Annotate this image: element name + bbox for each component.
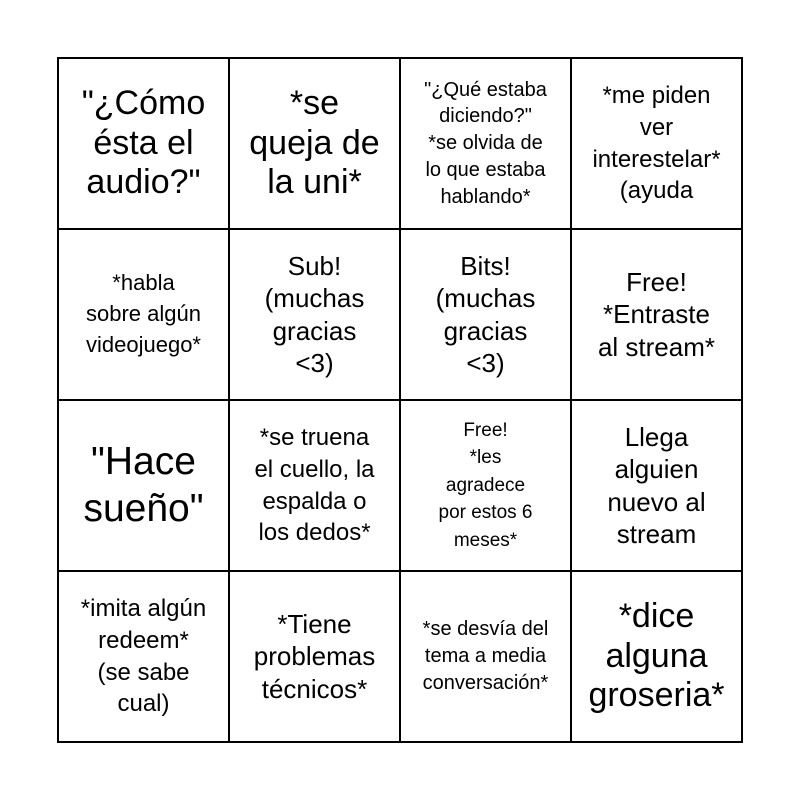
bingo-cell-1[interactable] (58, 58, 229, 229)
bingo-cell-5-text: *habla sobre algún videojuego* (86, 270, 201, 357)
bingo-cell-2[interactable] (229, 58, 400, 229)
bingo-cell-13-text: *imita algún redeem* (se sabe cual) (80, 595, 207, 718)
bingo-cell-2-text: *se queja de la uni* (249, 83, 380, 202)
bingo-cell-4-text: *me piden ver interestelar* (ayuda (592, 82, 721, 205)
bingo-cell-7[interactable] (400, 229, 571, 400)
bingo-cell-13[interactable] (58, 571, 229, 742)
bingo-cell-9[interactable] (58, 400, 229, 571)
bingo-cell-12[interactable] (571, 400, 742, 571)
bingo-cell-11-text: Free! *les agradece por estos 6 meses* (438, 419, 533, 551)
bingo-cell-15[interactable] (400, 571, 571, 742)
bingo-cell-9-text: "Hace sueño" (83, 440, 204, 530)
bingo-cell-15-text: *se desvía del tema a media conversación* (422, 618, 549, 694)
bingo-cell-8[interactable] (571, 229, 742, 400)
bingo-cell-5[interactable] (58, 229, 229, 400)
bingo-cell-10-text: *se truena el cuello, la espalda o los dedos* (254, 424, 375, 547)
bingo-cell-16[interactable] (571, 571, 742, 742)
bingo-cell-6-text: Sub! (muchas gracias <3) (264, 251, 365, 378)
bingo-cell-12-text: Llega alguien nuevo al stream (607, 422, 706, 549)
bingo-cell-1-text: "¿Cómo ésta el audio?" (81, 83, 206, 202)
bingo-cell-14[interactable] (229, 571, 400, 742)
bingo-cell-8-text: Free! *Entraste al stream* (597, 267, 716, 362)
bingo-cell-14-text: *Tiene problemas técnicos* (253, 609, 376, 704)
bingo-cell-10[interactable] (229, 400, 400, 571)
bingo-cell-3-text: "¿Qué estaba diciendo?" *se olvida de lo que estaba hablando* (424, 78, 547, 208)
bingo-cell-4[interactable] (571, 58, 742, 229)
bingo-cell-7-text: Bits! (muchas gracias <3) (435, 251, 536, 378)
bingo-cell-16-text: *dice alguna groseria* (588, 596, 725, 715)
bingo-cell-3[interactable] (400, 58, 571, 229)
bingo-board (57, 57, 743, 743)
bingo-cell-11[interactable] (400, 400, 571, 571)
bingo-cell-6[interactable] (229, 229, 400, 400)
